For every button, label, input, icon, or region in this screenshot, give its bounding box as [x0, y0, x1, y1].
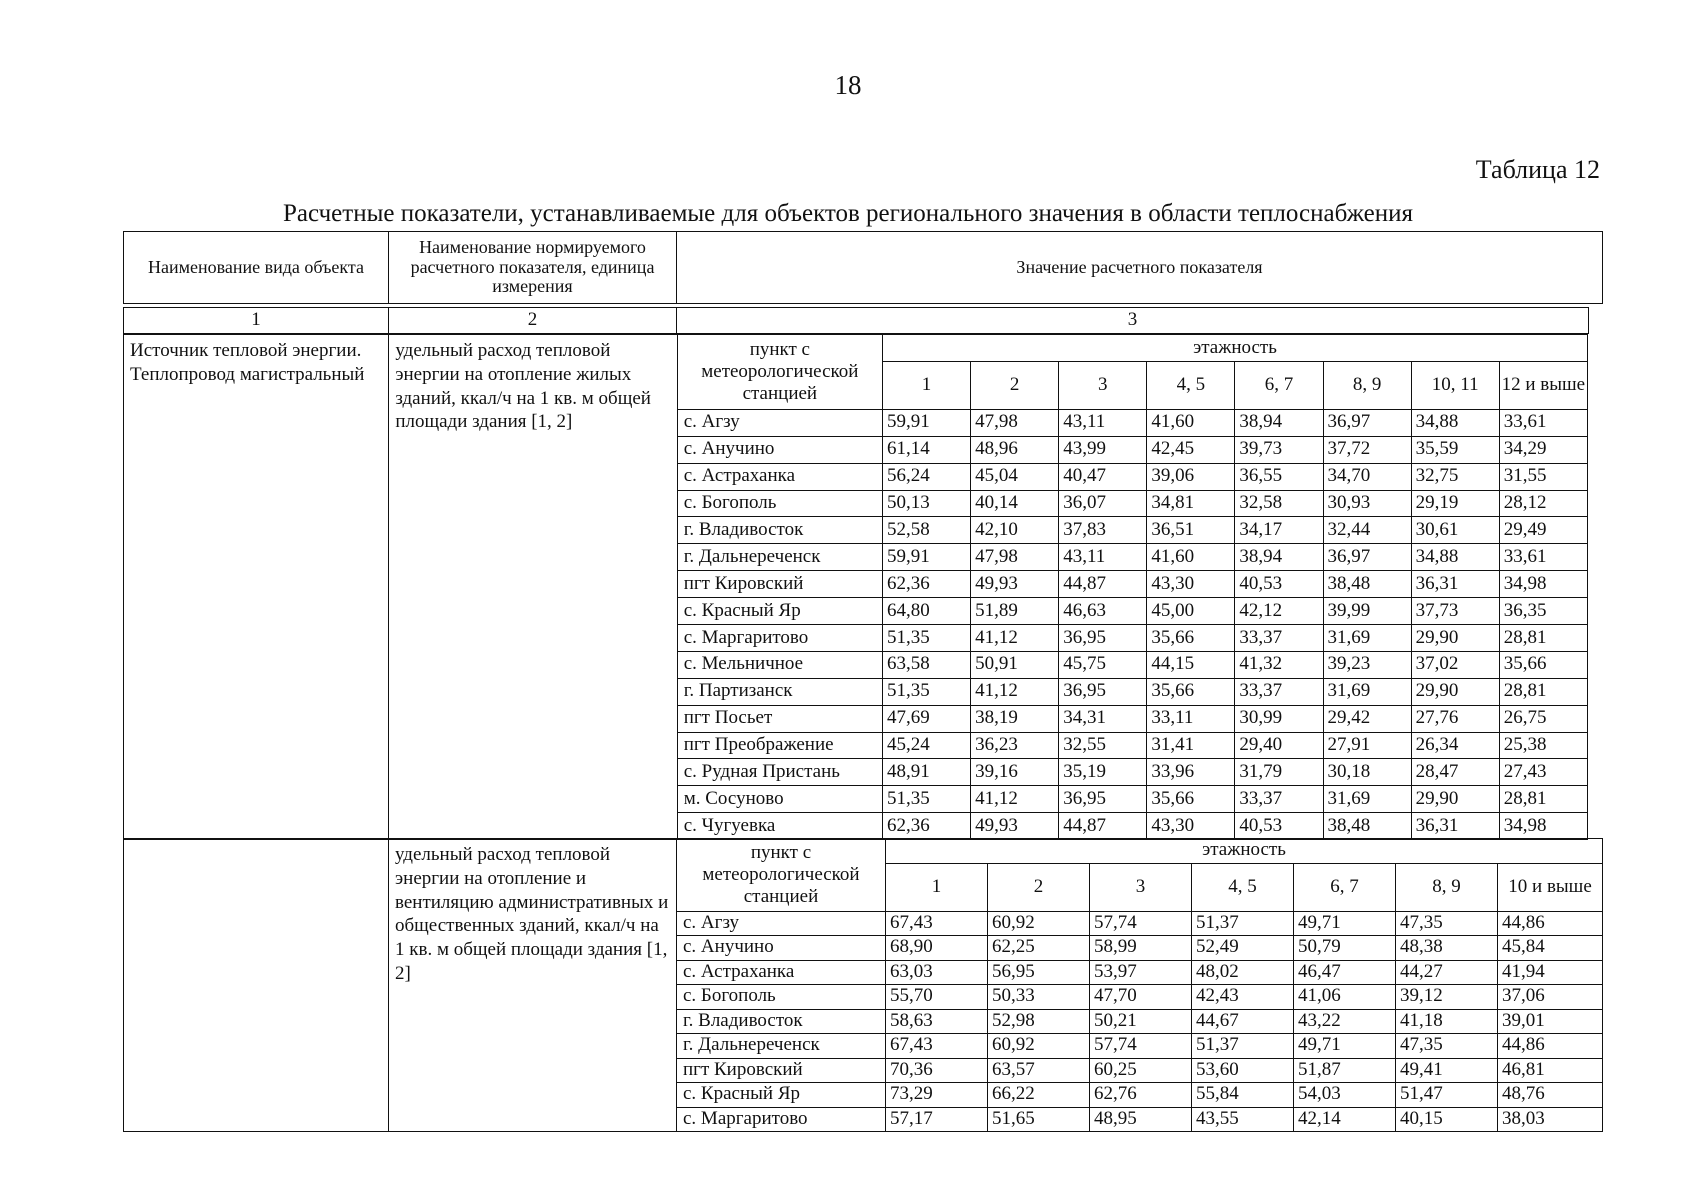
indicator-value: 29,19: [1411, 490, 1499, 517]
point-header: пункт с метеорологической станцией: [677, 839, 886, 912]
floor-count-header: 1: [886, 863, 988, 911]
indicator-value: 40,47: [1059, 463, 1147, 490]
indicator-value: 51,89: [971, 598, 1059, 625]
indicator-value: 34,31: [1059, 705, 1147, 732]
place-name: г. Владивосток: [677, 517, 882, 544]
indicator-value: 37,72: [1323, 436, 1411, 463]
place-name: пгт Кировский: [677, 1058, 886, 1083]
indicator-value: 43,55: [1192, 1107, 1294, 1132]
indicator-value: 31,69: [1323, 625, 1411, 652]
indicator-value: 29,90: [1411, 786, 1499, 813]
indicator-value: 50,91: [971, 651, 1059, 678]
indicator-value: 60,92: [988, 911, 1090, 936]
indicator-value: 48,96: [971, 436, 1059, 463]
indicator-value: 32,75: [1411, 463, 1499, 490]
indicator-value: 52,49: [1192, 936, 1294, 961]
indicator-value: 40,15: [1396, 1107, 1498, 1132]
indicator-value: 50,33: [988, 985, 1090, 1010]
indicator-value: 28,81: [1499, 678, 1587, 705]
indicator-value: 44,67: [1192, 1009, 1294, 1034]
indicator-value: 45,75: [1059, 651, 1147, 678]
indicator-value: 56,95: [988, 960, 1090, 985]
indicator-value: 36,35: [1499, 598, 1587, 625]
indicator-value: 47,35: [1396, 911, 1498, 936]
indicator-value: 34,81: [1147, 490, 1235, 517]
indicator-value: 54,03: [1294, 1083, 1396, 1108]
indicator-value: 48,91: [882, 759, 970, 786]
indicator-value: 31,55: [1499, 463, 1587, 490]
indicator-value: 44,86: [1498, 1034, 1603, 1059]
place-name: с. Мельничное: [677, 651, 882, 678]
indicator-value: 36,95: [1059, 678, 1147, 705]
indicator-value: 48,76: [1498, 1083, 1603, 1108]
indicator-value: 31,79: [1235, 759, 1323, 786]
column-number: 1: [124, 308, 389, 334]
heat-consumption-table-public: [123, 838, 1603, 1132]
indicator-value: 41,12: [971, 678, 1059, 705]
indicator-value: 35,66: [1147, 625, 1235, 652]
place-name: с. Богополь: [677, 985, 886, 1010]
indicator-value: 39,73: [1235, 436, 1323, 463]
heat-consumption-table-residential: [123, 334, 1588, 840]
indicator-value: 43,22: [1294, 1009, 1396, 1034]
indicator-value: 26,34: [1411, 732, 1499, 759]
place-name: пгт Посьет: [677, 705, 882, 732]
indicator-value: 36,97: [1323, 409, 1411, 436]
place-name: с. Красный Яр: [677, 1083, 886, 1108]
indicator-value: 44,87: [1059, 813, 1147, 840]
indicator-value: 60,92: [988, 1034, 1090, 1059]
place-name: с. Астраханка: [677, 463, 882, 490]
indicator-value: 28,81: [1499, 786, 1587, 813]
indicator-value: 40,53: [1235, 813, 1323, 840]
indicator-value: 59,91: [882, 409, 970, 436]
indicator-value: 51,47: [1396, 1083, 1498, 1108]
indicator-value: 36,31: [1411, 571, 1499, 598]
indicator-value: 33,61: [1499, 409, 1587, 436]
indicator-value: 37,83: [1059, 517, 1147, 544]
header-indicator-name: Наименование нормируемого расчетного показателя, единица измерения: [389, 232, 677, 304]
indicator-value: 29,40: [1235, 732, 1323, 759]
indicator-value: 47,35: [1396, 1034, 1498, 1059]
column-number-row: [123, 307, 1589, 334]
indicator-value: 70,36: [886, 1058, 988, 1083]
indicator-value: 31,69: [1323, 786, 1411, 813]
indicator-value: 43,30: [1147, 813, 1235, 840]
header-object-type: Наименование вида объекта: [124, 232, 389, 304]
indicator-value: 49,41: [1396, 1058, 1498, 1083]
column-number: 2: [389, 308, 677, 334]
indicator-value: 32,44: [1323, 517, 1411, 544]
place-name: пгт Кировский: [677, 571, 882, 598]
object-type-cell: Источник тепловой энергии. Теплопровод магистральный: [124, 335, 389, 840]
indicator-value: 38,19: [971, 705, 1059, 732]
indicator-public: удельный расход тепловой энергии на отопление и вентиляцию административных и общественных зданий, ккал/ч на 1 кв. м общей площади здания [1, 2]: [389, 839, 677, 1132]
indicator-value: 44,27: [1396, 960, 1498, 985]
indicator-value: 33,37: [1235, 678, 1323, 705]
indicator-value: 59,91: [882, 544, 970, 571]
floor-count-header: 6, 7: [1235, 361, 1323, 409]
indicator-value: 57,17: [886, 1107, 988, 1132]
indicator-value: 36,95: [1059, 786, 1147, 813]
indicator-value: 25,38: [1499, 732, 1587, 759]
place-name: г. Дальнереченск: [677, 544, 882, 571]
indicator-value: 33,37: [1235, 625, 1323, 652]
indicator-value: 36,55: [1235, 463, 1323, 490]
indicator-value: 39,06: [1147, 463, 1235, 490]
indicator-value: 36,23: [971, 732, 1059, 759]
indicator-value: 34,17: [1235, 517, 1323, 544]
indicator-value: 46,81: [1498, 1058, 1603, 1083]
indicator-value: 55,70: [886, 985, 988, 1010]
indicator-value: 40,53: [1235, 571, 1323, 598]
floor-count-header: 10, 11: [1411, 361, 1499, 409]
floor-count-header: 2: [971, 361, 1059, 409]
indicator-value: 41,32: [1235, 651, 1323, 678]
indicator-value: 41,18: [1396, 1009, 1498, 1034]
indicator-value: 45,84: [1498, 936, 1603, 961]
indicator-value: 49,71: [1294, 911, 1396, 936]
indicator-value: 35,19: [1059, 759, 1147, 786]
place-name: с. Агзу: [677, 911, 886, 936]
indicator-value: 42,45: [1147, 436, 1235, 463]
place-name: с. Богополь: [677, 490, 882, 517]
indicator-value: 51,35: [882, 625, 970, 652]
indicator-value: 36,95: [1059, 625, 1147, 652]
indicator-value: 58,99: [1090, 936, 1192, 961]
indicator-value: 45,04: [971, 463, 1059, 490]
indicator-value: 37,06: [1498, 985, 1603, 1010]
indicator-value: 44,87: [1059, 571, 1147, 598]
indicator-value: 34,98: [1499, 813, 1587, 840]
indicator-value: 51,37: [1192, 1034, 1294, 1059]
indicator-value: 53,97: [1090, 960, 1192, 985]
indicator-value: 27,43: [1499, 759, 1587, 786]
indicator-value: 60,25: [1090, 1058, 1192, 1083]
indicator-value: 57,74: [1090, 1034, 1192, 1059]
floor-count-header: 8, 9: [1323, 361, 1411, 409]
indicator-residential: удельный расход тепловой энергии на отопление жилых зданий, ккал/ч на 1 кв. м общей площади здания [1, 2]: [389, 335, 677, 840]
document-title: Расчетные показатели, устанавливаемые для объектов регионального значения в области теплоснабжения: [283, 200, 1413, 227]
indicator-value: 39,12: [1396, 985, 1498, 1010]
floors-header: этажность: [886, 839, 1603, 864]
indicator-value: 27,76: [1411, 705, 1499, 732]
indicator-value: 30,93: [1323, 490, 1411, 517]
indicator-value: 61,14: [882, 436, 970, 463]
indicator-value: 32,58: [1235, 490, 1323, 517]
floor-count-header: 3: [1059, 361, 1147, 409]
indicator-value: 30,61: [1411, 517, 1499, 544]
floor-count-header: 4, 5: [1147, 361, 1235, 409]
indicator-value: 43,30: [1147, 571, 1235, 598]
indicator-value: 38,48: [1323, 813, 1411, 840]
indicator-value: 41,06: [1294, 985, 1396, 1010]
indicator-value: 38,94: [1235, 409, 1323, 436]
indicator-value: 26,75: [1499, 705, 1587, 732]
indicator-value: 57,74: [1090, 911, 1192, 936]
indicator-value: 28,12: [1499, 490, 1587, 517]
indicator-value: 46,47: [1294, 960, 1396, 985]
indicator-value: 41,60: [1147, 409, 1235, 436]
indicator-value: 32,55: [1059, 732, 1147, 759]
indicator-value: 62,36: [882, 571, 970, 598]
floor-count-header: 1: [882, 361, 970, 409]
indicator-value: 41,12: [971, 625, 1059, 652]
indicator-value: 27,91: [1323, 732, 1411, 759]
indicator-value: 51,65: [988, 1107, 1090, 1132]
indicator-value: 51,87: [1294, 1058, 1396, 1083]
indicator-value: 31,69: [1323, 678, 1411, 705]
floor-count-header: 3: [1090, 863, 1192, 911]
indicator-value: 64,80: [882, 598, 970, 625]
floor-count-header: 2: [988, 863, 1090, 911]
indicator-value: 62,36: [882, 813, 970, 840]
indicator-value: 38,03: [1498, 1107, 1603, 1132]
indicator-value: 43,11: [1059, 409, 1147, 436]
indicator-value: 49,93: [971, 571, 1059, 598]
indicator-value: 39,16: [971, 759, 1059, 786]
indicator-value: 67,43: [886, 911, 988, 936]
floor-count-header: 10 и выше: [1498, 863, 1603, 911]
indicator-value: 36,97: [1323, 544, 1411, 571]
indicator-value: 29,49: [1499, 517, 1587, 544]
indicator-value: 56,24: [882, 463, 970, 490]
indicator-value: 53,60: [1192, 1058, 1294, 1083]
place-name: пгт Преображение: [677, 732, 882, 759]
indicator-value: 28,47: [1411, 759, 1499, 786]
indicator-value: 67,43: [886, 1034, 988, 1059]
indicator-value: 39,23: [1323, 651, 1411, 678]
indicator-value: 55,84: [1192, 1083, 1294, 1108]
page-number: 18: [834, 70, 862, 100]
indicator-value: 44,86: [1498, 911, 1603, 936]
indicator-value: 37,02: [1411, 651, 1499, 678]
table-header: [123, 231, 1603, 304]
place-name: с. Агзу: [677, 409, 882, 436]
indicator-value: 41,94: [1498, 960, 1603, 985]
indicator-value: 34,98: [1499, 571, 1587, 598]
header-indicator-value: Значение расчетного показателя: [677, 232, 1603, 304]
point-header: пункт с метеорологической станцией: [677, 335, 882, 410]
object-type-continued-cell: [124, 839, 389, 1132]
column-number: 3: [677, 308, 1589, 334]
indicator-value: 35,66: [1147, 678, 1235, 705]
indicator-value: 33,37: [1235, 786, 1323, 813]
indicator-value: 49,93: [971, 813, 1059, 840]
indicator-value: 63,57: [988, 1058, 1090, 1083]
floor-count-header: 8, 9: [1396, 863, 1498, 911]
indicator-value: 39,99: [1323, 598, 1411, 625]
indicator-value: 34,88: [1411, 544, 1499, 571]
indicator-value: 51,35: [882, 678, 970, 705]
indicator-value: 39,01: [1498, 1009, 1603, 1034]
indicator-value: 50,21: [1090, 1009, 1192, 1034]
indicator-value: 43,99: [1059, 436, 1147, 463]
place-name: с. Рудная Пристань: [677, 759, 882, 786]
indicator-value: 50,79: [1294, 936, 1396, 961]
indicator-value: 45,24: [882, 732, 970, 759]
indicator-value: 52,58: [882, 517, 970, 544]
indicator-value: 35,66: [1147, 786, 1235, 813]
place-name: с. Маргаритово: [677, 625, 882, 652]
indicator-value: 29,42: [1323, 705, 1411, 732]
indicator-value: 33,11: [1147, 705, 1235, 732]
indicator-value: 62,25: [988, 936, 1090, 961]
indicator-value: 38,94: [1235, 544, 1323, 571]
indicator-value: 42,12: [1235, 598, 1323, 625]
indicator-value: 44,15: [1147, 651, 1235, 678]
indicator-value: 30,99: [1235, 705, 1323, 732]
indicator-value: 31,41: [1147, 732, 1235, 759]
indicator-value: 43,11: [1059, 544, 1147, 571]
indicator-value: 36,31: [1411, 813, 1499, 840]
indicator-value: 49,71: [1294, 1034, 1396, 1059]
indicator-value: 48,02: [1192, 960, 1294, 985]
indicator-value: 47,98: [971, 409, 1059, 436]
place-name: г. Дальнереченск: [677, 1034, 886, 1059]
indicator-value: 45,00: [1147, 598, 1235, 625]
indicator-value: 42,14: [1294, 1107, 1396, 1132]
indicator-value: 47,70: [1090, 985, 1192, 1010]
indicator-value: 51,35: [882, 786, 970, 813]
indicator-value: 29,90: [1411, 625, 1499, 652]
place-name: с. Анучино: [677, 436, 882, 463]
indicator-value: 38,48: [1323, 571, 1411, 598]
indicator-value: 47,69: [882, 705, 970, 732]
place-name: с. Маргаритово: [677, 1107, 886, 1132]
indicator-value: 29,90: [1411, 678, 1499, 705]
indicator-value: 63,03: [886, 960, 988, 985]
indicator-value: 52,98: [988, 1009, 1090, 1034]
indicator-value: 46,63: [1059, 598, 1147, 625]
indicator-value: 34,70: [1323, 463, 1411, 490]
indicator-value: 40,14: [971, 490, 1059, 517]
place-name: г. Владивосток: [677, 1009, 886, 1034]
indicator-value: 50,13: [882, 490, 970, 517]
indicator-value: 58,63: [886, 1009, 988, 1034]
indicator-value: 34,88: [1411, 409, 1499, 436]
indicator-value: 36,07: [1059, 490, 1147, 517]
indicator-value: 63,58: [882, 651, 970, 678]
indicator-value: 42,10: [971, 517, 1059, 544]
floors-header: этажность: [882, 335, 1587, 362]
place-name: с. Красный Яр: [677, 598, 882, 625]
indicator-value: 36,51: [1147, 517, 1235, 544]
indicator-value: 62,76: [1090, 1083, 1192, 1108]
place-name: г. Партизанск: [677, 678, 882, 705]
place-name: с. Астраханка: [677, 960, 886, 985]
indicator-value: 34,29: [1499, 436, 1587, 463]
indicator-value: 41,60: [1147, 544, 1235, 571]
indicator-value: 48,95: [1090, 1107, 1192, 1132]
indicator-value: 35,59: [1411, 436, 1499, 463]
floor-count-header: 12 и выше: [1499, 361, 1587, 409]
place-name: м. Сосуново: [677, 786, 882, 813]
indicator-value: 33,61: [1499, 544, 1587, 571]
indicator-value: 66,22: [988, 1083, 1090, 1108]
indicator-value: 37,73: [1411, 598, 1499, 625]
indicator-value: 33,96: [1147, 759, 1235, 786]
indicator-value: 48,38: [1396, 936, 1498, 961]
indicator-value: 30,18: [1323, 759, 1411, 786]
indicator-value: 51,37: [1192, 911, 1294, 936]
indicator-value: 42,43: [1192, 985, 1294, 1010]
floor-count-header: 4, 5: [1192, 863, 1294, 911]
place-name: с. Чугуевка: [677, 813, 882, 840]
table-label: Таблица 12: [1475, 155, 1600, 184]
indicator-value: 41,12: [971, 786, 1059, 813]
indicator-value: 28,81: [1499, 625, 1587, 652]
indicator-value: 35,66: [1499, 651, 1587, 678]
place-name: с. Анучино: [677, 936, 886, 961]
indicator-value: 73,29: [886, 1083, 988, 1108]
floor-count-header: 6, 7: [1294, 863, 1396, 911]
indicator-value: 47,98: [971, 544, 1059, 571]
indicator-value: 68,90: [886, 936, 988, 961]
